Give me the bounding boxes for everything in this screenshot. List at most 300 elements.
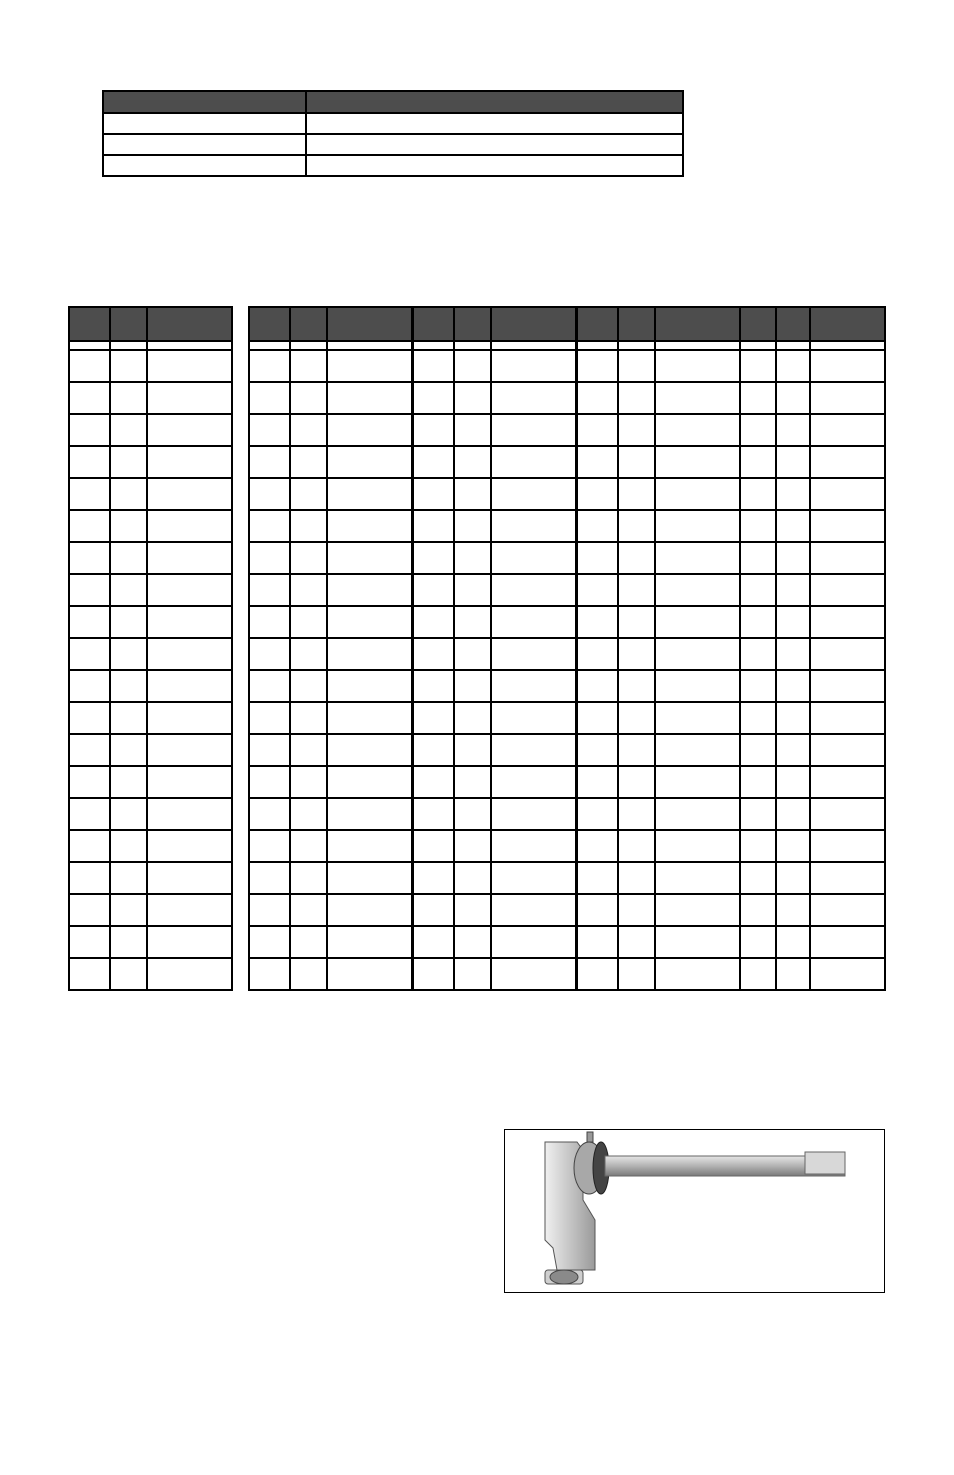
- table-cell: [454, 446, 491, 478]
- table-row: [69, 670, 232, 702]
- table-cell: [413, 478, 454, 510]
- table-cell: [327, 606, 412, 638]
- table-row: [413, 606, 576, 638]
- table-cell: [103, 155, 306, 176]
- table-cell: [776, 382, 809, 414]
- table-cell: [147, 830, 232, 862]
- log-table: [576, 306, 741, 991]
- table-cell: [618, 862, 655, 894]
- table-cell: [776, 926, 809, 958]
- log-table-header: [69, 307, 232, 341]
- table-cell: [69, 542, 110, 574]
- log-table-header: [740, 307, 885, 341]
- table-cell: [327, 734, 412, 766]
- table-cell: [306, 113, 683, 134]
- table-cell: [147, 862, 232, 894]
- table-row: [577, 478, 740, 510]
- table-cell: [110, 478, 147, 510]
- table-cell: [249, 574, 290, 606]
- table-row: [69, 702, 232, 734]
- table-cell: [454, 350, 491, 382]
- table-cell: [327, 830, 412, 862]
- table-cell: [69, 894, 110, 926]
- table-row: [413, 894, 576, 926]
- header-spacer-row: [69, 341, 232, 350]
- table-cell: [249, 766, 290, 798]
- table-cell: [618, 638, 655, 670]
- table-cell: [69, 926, 110, 958]
- table-cell: [327, 350, 412, 382]
- table-cell: [110, 670, 147, 702]
- table-cell: [655, 670, 740, 702]
- table-cell: [103, 134, 306, 155]
- table-cell: [327, 958, 412, 990]
- table-cell: [491, 830, 576, 862]
- table-cell: [110, 798, 147, 830]
- table-cell: [327, 542, 412, 574]
- table-row: [740, 478, 885, 510]
- table-cell: [249, 414, 290, 446]
- table-cell: [454, 638, 491, 670]
- table-row: [413, 510, 576, 542]
- table-cell: [776, 574, 809, 606]
- table-cell: [577, 350, 618, 382]
- table-cell: [618, 798, 655, 830]
- table-cell: [577, 574, 618, 606]
- table-cell: [110, 414, 147, 446]
- table-cell: [491, 414, 576, 446]
- table-row: [249, 414, 412, 446]
- table-cell: [810, 574, 885, 606]
- table-cell: [810, 766, 885, 798]
- table-cell: [110, 638, 147, 670]
- table-row: [413, 862, 576, 894]
- table-cell: [327, 894, 412, 926]
- spec-table-header: [103, 91, 683, 113]
- table-row: [69, 862, 232, 894]
- table-cell: [147, 958, 232, 990]
- table-row: [740, 606, 885, 638]
- table-row: [740, 830, 885, 862]
- table-cell: [290, 670, 327, 702]
- table-cell: [69, 478, 110, 510]
- table-cell: [413, 510, 454, 542]
- table-cell: [655, 542, 740, 574]
- table-row: [69, 926, 232, 958]
- table-cell: [110, 510, 147, 542]
- table-cell: [69, 574, 110, 606]
- table-row: [249, 894, 412, 926]
- table-row: [69, 766, 232, 798]
- table-cell: [147, 798, 232, 830]
- table-cell: [655, 830, 740, 862]
- table-cell: [110, 894, 147, 926]
- table-cell: [655, 510, 740, 542]
- table-cell: [413, 702, 454, 734]
- table-cell: [147, 670, 232, 702]
- table-cell: [290, 574, 327, 606]
- table-row: [577, 894, 740, 926]
- table-row: [249, 382, 412, 414]
- table-cell: [655, 382, 740, 414]
- table-row: [69, 510, 232, 542]
- table-row: [69, 446, 232, 478]
- table-cell: [577, 670, 618, 702]
- table-cell: [491, 638, 576, 670]
- table-cell: [69, 670, 110, 702]
- table-row: [413, 670, 576, 702]
- table-row: [740, 350, 885, 382]
- table-row: [413, 382, 576, 414]
- table-cell: [577, 894, 618, 926]
- table-cell: [776, 766, 809, 798]
- log-header-cell: [491, 307, 576, 341]
- table-row: [740, 446, 885, 478]
- table-cell: [740, 510, 776, 542]
- table-cell: [776, 638, 809, 670]
- header-spacer-row: [413, 341, 576, 350]
- table-row: [577, 734, 740, 766]
- table-row: [577, 542, 740, 574]
- table-cell: [147, 478, 232, 510]
- table-row: [249, 638, 412, 670]
- table-cell: [618, 478, 655, 510]
- table-cell: [776, 350, 809, 382]
- table-cell: [655, 958, 740, 990]
- table-cell: [110, 734, 147, 766]
- table-cell: [655, 734, 740, 766]
- table-cell: [327, 702, 412, 734]
- table-cell: [491, 341, 576, 350]
- table-cell: [69, 638, 110, 670]
- table-cell: [740, 734, 776, 766]
- table-row: [413, 350, 576, 382]
- table-cell: [577, 510, 618, 542]
- table-row: [740, 382, 885, 414]
- table-cell: [413, 894, 454, 926]
- table-cell: [776, 670, 809, 702]
- table-cell: [249, 734, 290, 766]
- table-row: [577, 670, 740, 702]
- table-cell: [618, 350, 655, 382]
- table-row: [249, 702, 412, 734]
- table-cell: [740, 862, 776, 894]
- table-row: [103, 155, 683, 176]
- table-cell: [413, 446, 454, 478]
- table-cell: [249, 958, 290, 990]
- table-cell: [413, 926, 454, 958]
- table-row: [740, 798, 885, 830]
- table-row: [740, 574, 885, 606]
- table-cell: [776, 446, 809, 478]
- table-cell: [413, 734, 454, 766]
- table-cell: [655, 414, 740, 446]
- table-cell: [327, 766, 412, 798]
- table-cell: [454, 894, 491, 926]
- table-row: [413, 574, 576, 606]
- table-cell: [327, 862, 412, 894]
- table-cell: [577, 542, 618, 574]
- table-cell: [810, 638, 885, 670]
- log-header-cell: [413, 307, 454, 341]
- table-cell: [249, 862, 290, 894]
- table-cell: [147, 734, 232, 766]
- table-cell: [147, 382, 232, 414]
- table-cell: [413, 606, 454, 638]
- table-row: [413, 798, 576, 830]
- table-cell: [147, 606, 232, 638]
- table-cell: [290, 894, 327, 926]
- table-cell: [655, 926, 740, 958]
- table-row: [577, 414, 740, 446]
- table-row: [740, 862, 885, 894]
- table-cell: [147, 542, 232, 574]
- table-cell: [776, 414, 809, 446]
- table-row: [249, 926, 412, 958]
- table-cell: [810, 702, 885, 734]
- table-cell: [740, 606, 776, 638]
- table-row: [249, 798, 412, 830]
- table-cell: [147, 350, 232, 382]
- table-cell: [147, 510, 232, 542]
- table-cell: [491, 894, 576, 926]
- table-cell: [290, 766, 327, 798]
- log-table: [739, 306, 886, 991]
- table-row: [413, 542, 576, 574]
- table-cell: [740, 766, 776, 798]
- table-cell: [110, 350, 147, 382]
- log-table-header: [413, 307, 576, 341]
- header-spacer-row: [740, 341, 885, 350]
- table-row: [69, 830, 232, 862]
- table-cell: [618, 766, 655, 798]
- table-cell: [103, 113, 306, 134]
- table-cell: [306, 155, 683, 176]
- table-cell: [110, 574, 147, 606]
- table-cell: [69, 341, 110, 350]
- table-cell: [147, 446, 232, 478]
- table-cell: [810, 350, 885, 382]
- table-cell: [290, 382, 327, 414]
- table-row: [69, 606, 232, 638]
- table-cell: [327, 670, 412, 702]
- table-cell: [249, 350, 290, 382]
- table-cell: [147, 341, 232, 350]
- table-cell: [110, 606, 147, 638]
- log-header-cell: [249, 307, 290, 341]
- table-cell: [618, 606, 655, 638]
- table-cell: [491, 734, 576, 766]
- spec-table: [102, 90, 684, 177]
- table-row: [740, 414, 885, 446]
- table-cell: [491, 542, 576, 574]
- table-cell: [69, 766, 110, 798]
- table-cell: [290, 798, 327, 830]
- log-header-cell: [655, 307, 740, 341]
- table-cell: [290, 862, 327, 894]
- table-cell: [110, 862, 147, 894]
- table-cell: [413, 542, 454, 574]
- table-cell: [618, 926, 655, 958]
- log-header-cell: [810, 307, 885, 341]
- table-row: [413, 414, 576, 446]
- table-cell: [147, 638, 232, 670]
- table-cell: [327, 446, 412, 478]
- table-cell: [810, 798, 885, 830]
- table-cell: [740, 542, 776, 574]
- table-cell: [655, 766, 740, 798]
- table-row: [577, 510, 740, 542]
- log-header-cell: [740, 307, 776, 341]
- table-cell: [69, 830, 110, 862]
- table-row: [69, 798, 232, 830]
- table-cell: [413, 862, 454, 894]
- table-cell: [776, 606, 809, 638]
- table-cell: [655, 638, 740, 670]
- table-cell: [413, 830, 454, 862]
- table-cell: [577, 926, 618, 958]
- table-cell: [413, 414, 454, 446]
- log-header-cell: [618, 307, 655, 341]
- table-cell: [618, 414, 655, 446]
- table-cell: [810, 478, 885, 510]
- table-cell: [290, 638, 327, 670]
- table-cell: [290, 478, 327, 510]
- table-row: [740, 638, 885, 670]
- table-row: [413, 766, 576, 798]
- table-cell: [491, 926, 576, 958]
- table-cell: [454, 926, 491, 958]
- table-row: [577, 638, 740, 670]
- table-cell: [740, 574, 776, 606]
- table-row: [413, 446, 576, 478]
- table-cell: [327, 478, 412, 510]
- table-cell: [69, 446, 110, 478]
- table-cell: [110, 542, 147, 574]
- table-cell: [655, 350, 740, 382]
- log-table: [248, 306, 413, 991]
- table-cell: [740, 702, 776, 734]
- table-cell: [618, 542, 655, 574]
- table-cell: [577, 638, 618, 670]
- table-row: [413, 926, 576, 958]
- table-cell: [655, 574, 740, 606]
- header-spacer-row: [249, 341, 412, 350]
- table-row: [249, 350, 412, 382]
- table-cell: [577, 702, 618, 734]
- table-cell: [491, 446, 576, 478]
- table-cell: [618, 510, 655, 542]
- table-row: [69, 574, 232, 606]
- table-cell: [491, 350, 576, 382]
- table-cell: [655, 478, 740, 510]
- table-cell: [655, 606, 740, 638]
- table-cell: [740, 958, 776, 990]
- table-cell: [810, 958, 885, 990]
- table-cell: [740, 350, 776, 382]
- table-row: [249, 958, 412, 990]
- table-cell: [327, 510, 412, 542]
- table-cell: [290, 734, 327, 766]
- table-cell: [491, 766, 576, 798]
- table-cell: [327, 382, 412, 414]
- table-cell: [413, 798, 454, 830]
- table-cell: [290, 830, 327, 862]
- table-cell: [810, 606, 885, 638]
- table-row: [249, 606, 412, 638]
- table-row: [69, 894, 232, 926]
- table-cell: [454, 958, 491, 990]
- table-cell: [249, 798, 290, 830]
- table-row: [249, 830, 412, 862]
- table-cell: [491, 798, 576, 830]
- table-cell: [618, 446, 655, 478]
- table-row: [413, 702, 576, 734]
- table-cell: [454, 830, 491, 862]
- table-cell: [290, 926, 327, 958]
- table-cell: [413, 341, 454, 350]
- table-cell: [327, 638, 412, 670]
- table-cell: [147, 574, 232, 606]
- table-row: [577, 958, 740, 990]
- table-row: [249, 446, 412, 478]
- table-cell: [69, 958, 110, 990]
- table-row: [577, 446, 740, 478]
- table-cell: [810, 862, 885, 894]
- table-cell: [110, 446, 147, 478]
- table-cell: [290, 341, 327, 350]
- table-cell: [69, 510, 110, 542]
- table-row: [413, 734, 576, 766]
- table-cell: [618, 894, 655, 926]
- table-cell: [491, 862, 576, 894]
- table-cell: [110, 766, 147, 798]
- table-cell: [740, 894, 776, 926]
- table-cell: [454, 606, 491, 638]
- table-cell: [577, 478, 618, 510]
- table-cell: [306, 134, 683, 155]
- table-row: [69, 382, 232, 414]
- table-row: [577, 830, 740, 862]
- table-cell: [454, 478, 491, 510]
- table-cell: [249, 542, 290, 574]
- table-cell: [290, 446, 327, 478]
- table-cell: [454, 798, 491, 830]
- table-row: [249, 574, 412, 606]
- table-row: [577, 766, 740, 798]
- table-cell: [655, 341, 740, 350]
- table-cell: [290, 542, 327, 574]
- table-cell: [69, 350, 110, 382]
- table-cell: [491, 702, 576, 734]
- table-cell: [618, 830, 655, 862]
- table-cell: [776, 798, 809, 830]
- table-cell: [413, 958, 454, 990]
- table-row: [413, 478, 576, 510]
- table-cell: [454, 382, 491, 414]
- table-row: [69, 958, 232, 990]
- table-row: [69, 542, 232, 574]
- table-cell: [577, 766, 618, 798]
- table-row: [577, 926, 740, 958]
- table-row: [740, 702, 885, 734]
- table-cell: [810, 341, 885, 350]
- table-cell: [290, 606, 327, 638]
- table-cell: [413, 382, 454, 414]
- table-cell: [491, 478, 576, 510]
- table-cell: [454, 574, 491, 606]
- table-cell: [454, 510, 491, 542]
